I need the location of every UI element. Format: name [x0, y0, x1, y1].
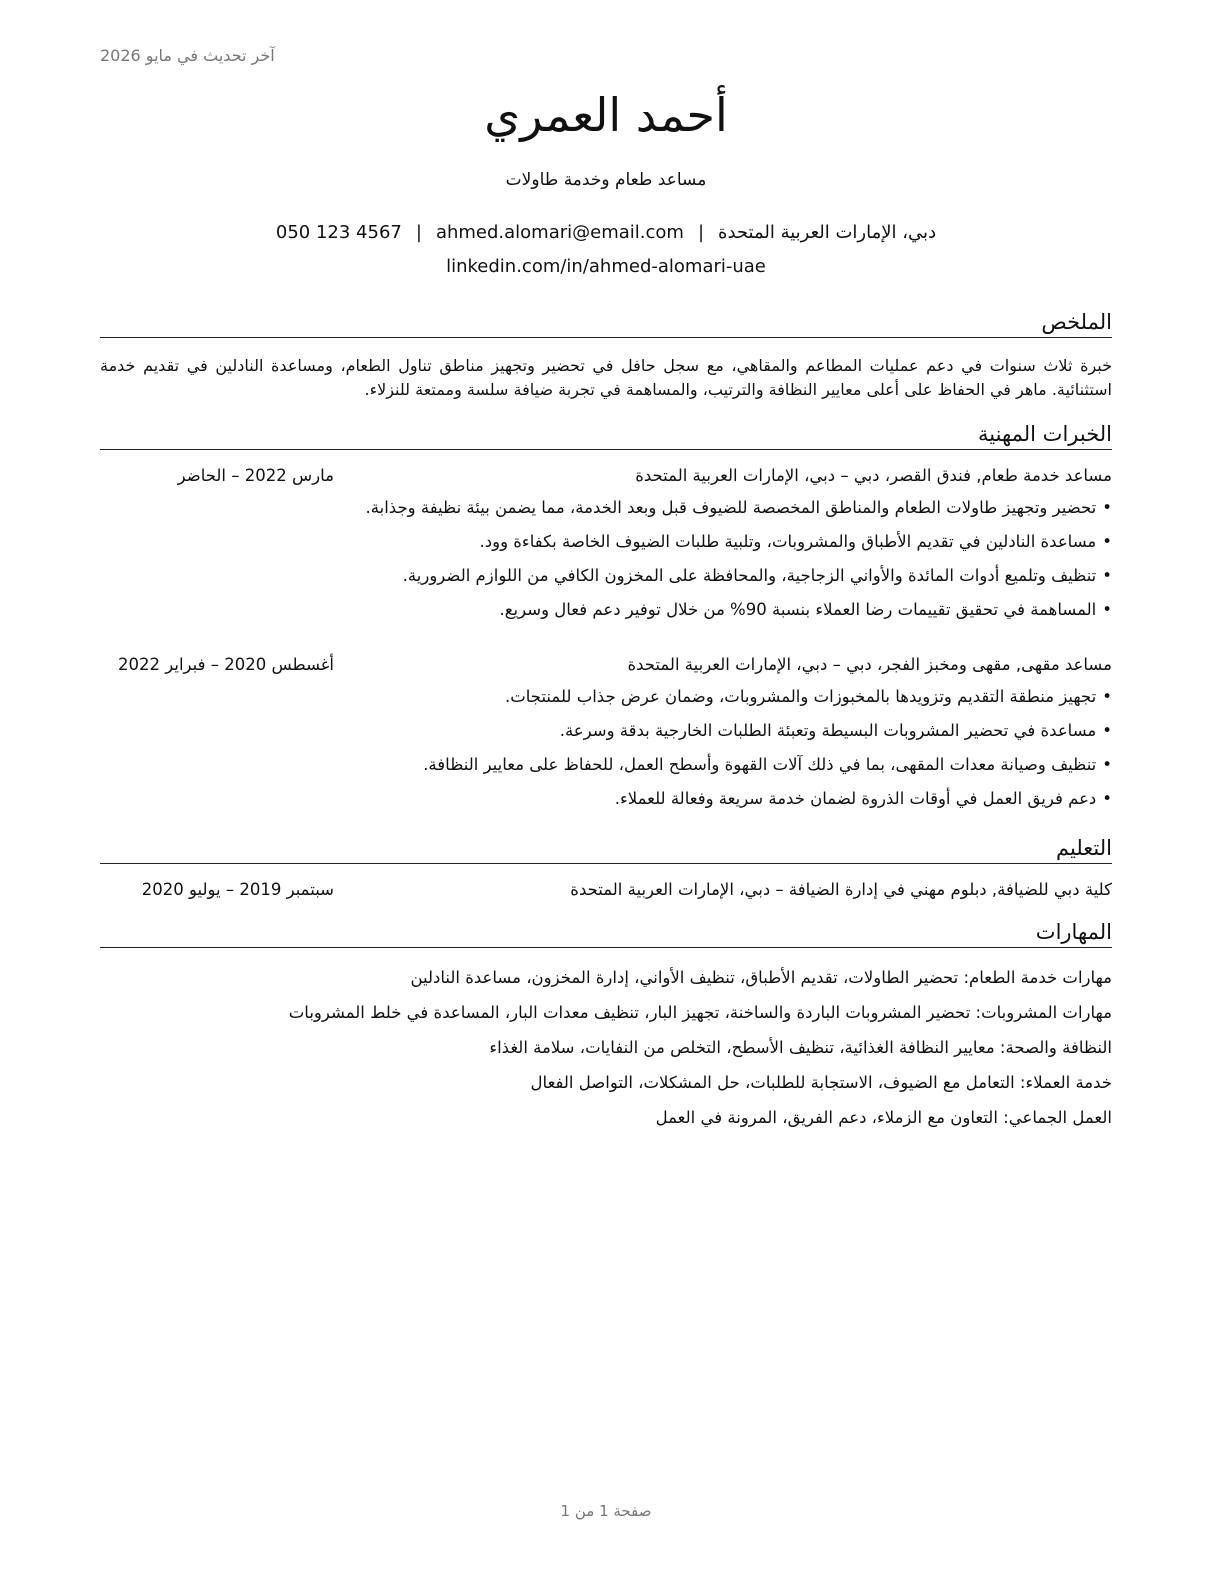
contact-phone: 050 123 4567	[275, 222, 402, 243]
skill-line: النظافة والصحة: معايير النظافة الغذائية، تنظيف الأسطح، التخلص من النفايات، سلامة الغذاء	[489, 1038, 1112, 1057]
section-title-experience: الخبرات المهنية	[100, 422, 1112, 450]
job-bullet: •تنظيف وصيانة معدات المقهى، بما في ذلك آلات القهوة وأسطح العمل، للحفاظ على معايير النظافة.	[100, 751, 1112, 785]
bullet-dot: •	[1102, 721, 1112, 740]
bullet-dot: •	[1102, 566, 1112, 585]
education-line: كلية دبي للضيافة, دبلوم مهني في إدارة الضيافة – دبي، الإمارات العربية المتحدة	[570, 880, 1112, 899]
education-entry	[100, 880, 1112, 906]
bullet-dot: •	[1102, 600, 1112, 619]
job-bullet: •تنظيف وتلميع أدوات المائدة والأواني الزجاجية، والمحافظة على المخزون الكافي من اللوازم الضرورية.	[100, 562, 1112, 596]
job-bullet: •مساعدة النادلين في تقديم الأطباق والمشروبات، وتلبية طلبات الضيوف الخاصة بكفاءة وود.	[100, 528, 1112, 562]
section-title-education: التعليم	[100, 836, 1112, 864]
job-header	[100, 466, 1112, 492]
job-bullet-list	[100, 494, 1112, 630]
job-title-line: مساعد مقهى, مقهى ومخبز الفجر، دبي – دبي، الإمارات العربية المتحدة	[627, 655, 1112, 674]
bullet-dot: •	[1102, 789, 1112, 808]
contact-linkedin[interactable]: linkedin.com/in/ahmed-alomari-uae	[446, 256, 766, 277]
last-updated-note: آخر تحديث في مايو 2026	[100, 46, 275, 65]
section-title-summary: الملخص	[100, 310, 1112, 338]
bullet-dot: •	[1102, 755, 1112, 774]
skill-line: مهارات المشروبات: تحضير المشروبات الباردة والساخنة، تجهيز البار، تنظيف معدات البار، المساعدة في خلط المشروبات	[288, 1003, 1112, 1022]
resume-page	[100, 0, 1112, 1584]
page-number: صفحة 1 من 1	[560, 1502, 652, 1520]
section-title-skills: المهارات	[100, 920, 1112, 948]
bullet-dot: •	[1102, 532, 1112, 551]
job-header	[100, 655, 1112, 681]
contact-line	[100, 222, 1112, 243]
job-bullet: •تحضير وتجهيز طاولات الطعام والمناطق المخصصة للضيوف قبل وبعد الخدمة، مما يضمن بيئة نظيفة وجذابة.	[100, 494, 1112, 528]
contact-separator: |	[415, 222, 422, 243]
contact-separator: |	[697, 222, 705, 243]
job-dates: أغسطس 2020 – فبراير 2022	[118, 655, 334, 674]
job-bullet: •دعم فريق العمل في أوقات الذروة لضمان خدمة سريعة وفعالة للعملاء.	[100, 785, 1112, 819]
candidate-subtitle: مساعد طعام وخدمة طاولات	[505, 170, 707, 190]
job-bullet: •تجهيز منطقة التقديم وتزويدها بالمخبوزات والمشروبات، وضمان عرض جذاب للمنتجات.	[100, 683, 1112, 717]
contact-email[interactable]: ahmed.alomari@email.com	[435, 222, 684, 243]
skill-line: خدمة العملاء: التعامل مع الضيوف، الاستجابة للطلبات، حل المشكلات، التواصل الفعال	[530, 1073, 1112, 1092]
contact-location: دبي، الإمارات العربية المتحدة	[718, 222, 937, 243]
summary-text: خبرة ثلاث سنوات في دعم عمليات المطاعم والمقاهي، مع سجل حافل في تحضير وتجهيز مناطق تناول الطعام، ومساعدة النادلين في تقديم خدمة استثنائية. ماهر في الحفاظ على أعلى معايير النظافة والترتيب، والمساهمة في تجربة ضيافة سلسة وممتعة للنزلاء.	[100, 356, 1112, 399]
job-bullet: •مساعدة في تحضير المشروبات البسيطة وتعبئة الطلبات الخارجية بدقة وسرعة.	[100, 717, 1112, 751]
job-title-line: مساعد خدمة طعام, فندق القصر، دبي – دبي، الإمارات العربية المتحدة	[635, 466, 1112, 485]
bullet-dot: •	[1102, 498, 1112, 517]
job-bullet-list	[100, 683, 1112, 819]
skill-line: مهارات خدمة الطعام: تحضير الطاولات، تقديم الأطباق، تنظيف الأواني، إدارة المخزون، مساعدة النادلين	[410, 968, 1112, 987]
education-dates: سبتمبر 2019 – يوليو 2020	[141, 880, 334, 899]
skills-list	[100, 964, 1112, 1139]
job-bullet: •المساهمة في تحقيق تقييمات رضا العملاء بنسبة 90% من خلال توفير دعم فعال وسريع.	[100, 596, 1112, 630]
candidate-name: أحمد العمري	[484, 88, 728, 142]
job-dates: مارس 2022 – الحاضر	[177, 466, 334, 485]
skill-line: العمل الجماعي: التعاون مع الزملاء، دعم الفريق، المرونة في العمل	[655, 1108, 1112, 1127]
bullet-dot: •	[1102, 687, 1112, 706]
